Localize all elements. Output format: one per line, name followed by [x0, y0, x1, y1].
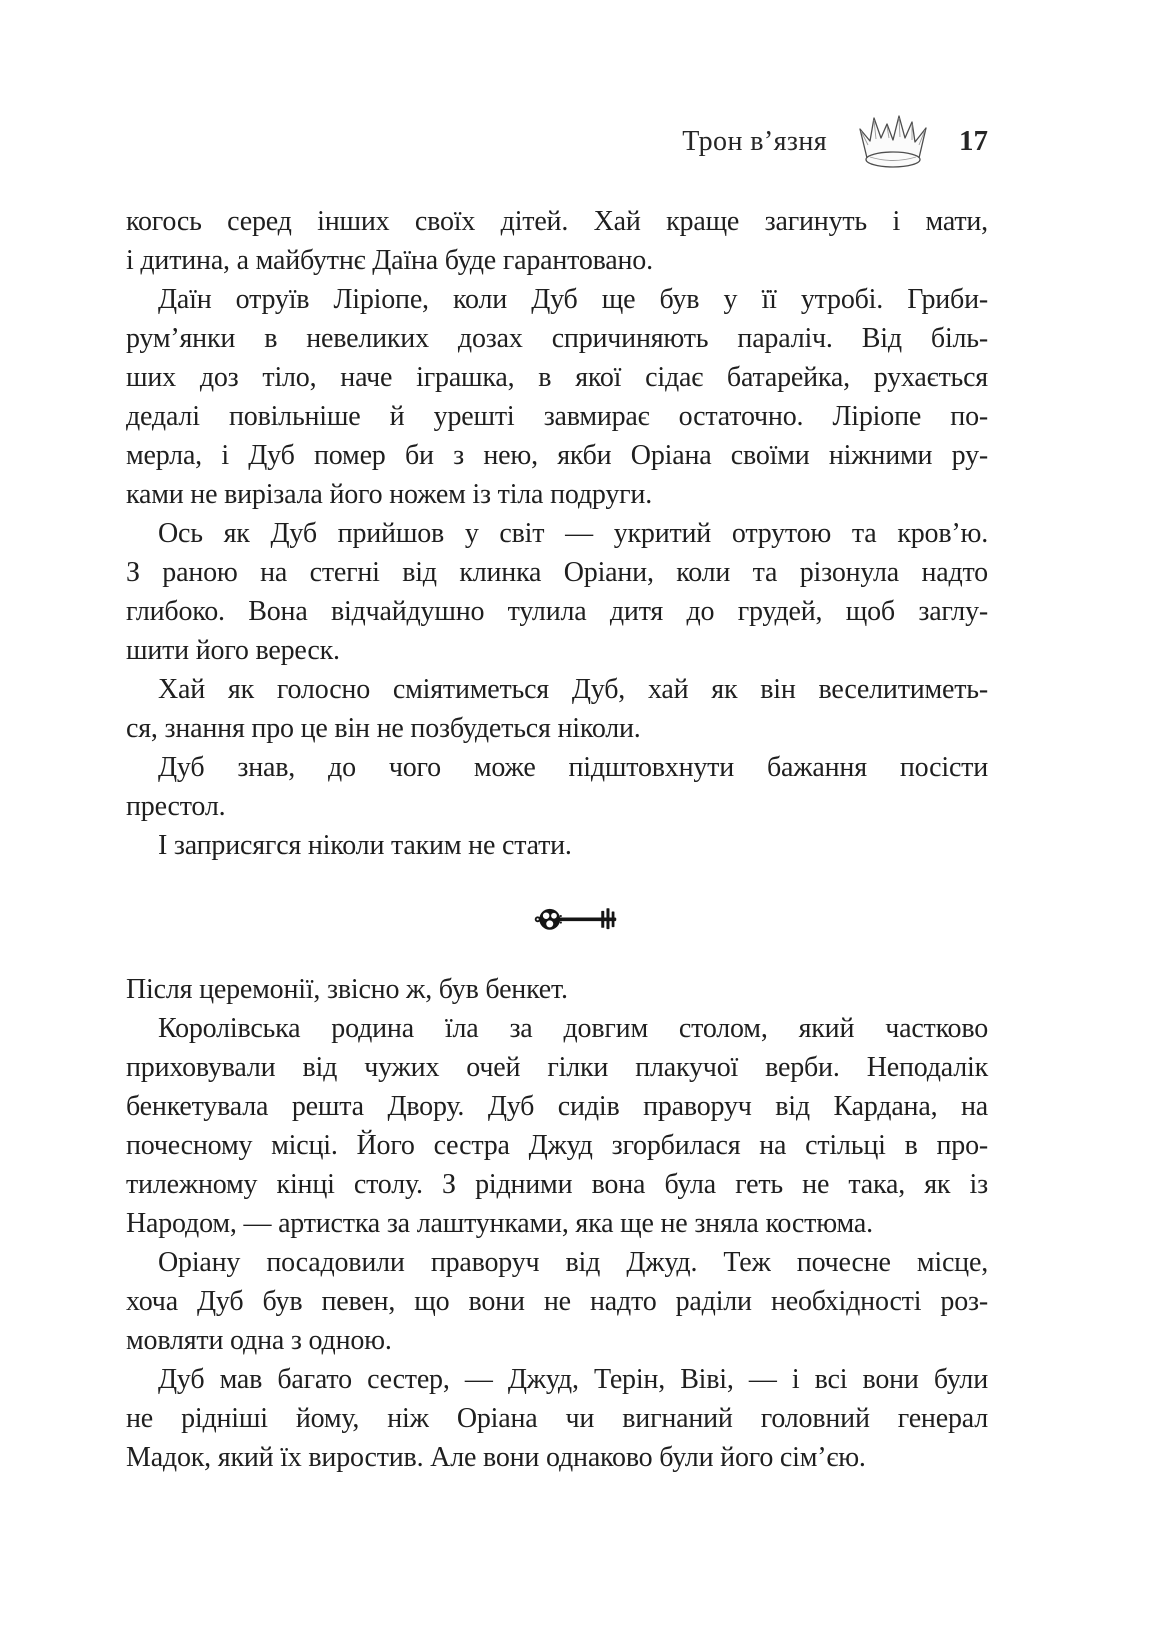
running-title: Трон в’язня: [682, 125, 827, 157]
text-line: Ось як Дуб прийшов у світ — укритий отрутою та кров’ю.: [158, 518, 988, 549]
text-line: Хай як голосно сміятиметься Дуб, хай як він веселитиметь-: [158, 674, 988, 705]
body-text: [126, 202, 988, 1477]
text-line: ших доз тіло, наче іграшка, в якої сідає батарейка, рухається: [126, 362, 988, 393]
text-line: престол.: [126, 791, 226, 822]
text-line: когось серед інших своїх дітей. Хай краще загинуть і мати,: [126, 206, 988, 237]
text-line: не рідніші йому, ніж Оріана чи вигнаний головний генерал: [126, 1403, 988, 1434]
text-line: Мадок, який їх виростив. Але вони однаково були його сім’єю.: [126, 1442, 866, 1473]
text-line: рум’янки в невеликих дозах спричиняють параліч. Від біль-: [126, 323, 988, 354]
section-divider: [126, 865, 988, 970]
text-line: ся, знання про це він не позбудеться ніколи.: [126, 713, 641, 744]
text-line: Після церемонії, звісно ж, був бенкет.: [126, 974, 568, 1005]
text-line: і дитина, а майбутнє Даїна буде гарантовано.: [126, 245, 653, 276]
text-line: Народом, — артистка за лаштунками, яка ще не зняла костюма.: [126, 1208, 873, 1239]
text-line: З раною на стегні від клинка Оріани, коли та різонула надто: [126, 557, 988, 588]
text-line: І заприсягся ніколи таким не стати.: [158, 830, 572, 861]
text-line: Даїн отруїв Ліріопе, коли Дуб ще був у її утробі. Гриби-: [158, 284, 988, 315]
text-line: дедалі повільніше й урешті завмирає остаточно. Ліріопе по-: [126, 401, 988, 432]
text-line: ками не вирізала його ножем із тіла подруги.: [126, 479, 653, 510]
text-line: глибоко. Вона відчайдушно тулила дитя до грудей, щоб заглу-: [126, 596, 988, 627]
text-line: Королівська родина їла за довгим столом, який частково: [158, 1013, 988, 1044]
text-line: Дуб знав, до чого може підштовхнути бажання посісти: [158, 752, 988, 783]
page-number: 17: [959, 125, 988, 157]
crown-icon: [853, 112, 933, 171]
text-line: почесному місці. Його сестра Джуд згорбилася на стільці в про-: [126, 1130, 988, 1161]
text-line: мовляти одна з одною.: [126, 1325, 392, 1356]
key-icon: [534, 903, 632, 933]
text-line: хоча Дуб був певен, що вони не надто раділи необхідності роз-: [126, 1286, 988, 1317]
text-line: тилежному кінці столу. З рідними вона була геть не така, як із: [126, 1169, 988, 1200]
text-section-2: [126, 970, 988, 1477]
text-line: Дуб мав багато сестер, — Джуд, Терін, Віві, — і всі вони були: [158, 1364, 988, 1395]
text-line: мерла, і Дуб помер би з нею, якби Оріана своїми ніжними ру-: [126, 440, 988, 471]
text-line: шити його вереск.: [126, 635, 340, 666]
text-section-1: [126, 202, 988, 865]
text-line: приховували від чужих очей гілки плакучої верби. Неподалік: [126, 1052, 988, 1083]
text-line: бенкетувала решта Двору. Дуб сидів праворуч від Кардана, на: [126, 1091, 988, 1122]
text-line: Оріану посадовили праворуч від Джуд. Теж почесне місце,: [158, 1247, 988, 1278]
page-header: [126, 112, 988, 171]
